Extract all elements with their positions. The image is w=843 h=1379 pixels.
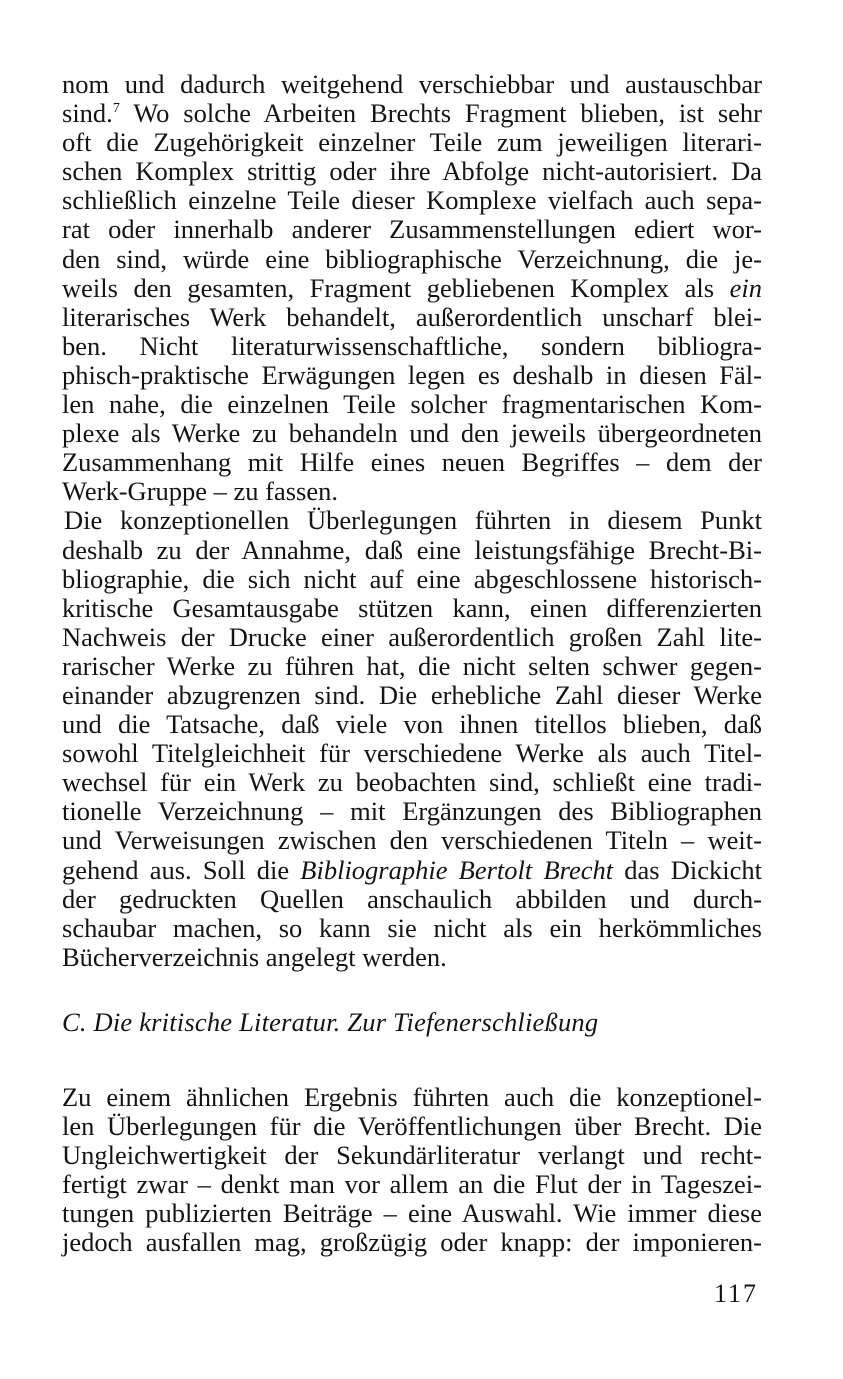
text-line: einander abzugrenzen sind. Die erhebliche Zahl dieser Werke bbox=[62, 679, 762, 710]
page-body bbox=[62, 70, 762, 1257]
text-line: Zu einem ähnlichen Ergebnis führten auch die konzeptionel- bbox=[62, 1081, 762, 1112]
text-fragment: gehend aus. Soll die bbox=[62, 854, 290, 885]
footnote-marker: 7 bbox=[112, 101, 120, 117]
paragraph bbox=[62, 70, 762, 506]
text-line: Zusammenhang mit Hilfe eines neuen Begriffes – dem der bbox=[62, 447, 762, 478]
text-line: jedoch ausfallen mag, großzügig oder knapp: der imponieren- bbox=[62, 1227, 762, 1258]
text-fragment: sind. bbox=[62, 98, 113, 129]
text-line: ben. Nicht literaturwissenschaftliche, sondern bibliogra- bbox=[62, 330, 762, 361]
section-heading: C. Die kritische Literatur. Zur Tiefenerschließung bbox=[62, 1006, 599, 1037]
text-line bbox=[62, 856, 762, 885]
text-line: len Überlegungen für die Veröffentlichungen über Brecht. Die bbox=[62, 1111, 762, 1141]
paragraph bbox=[62, 506, 762, 972]
text-fragment: Wo solche Arbeiten Brechts Fragment blieben, ist sehr bbox=[133, 98, 762, 129]
text-line: tungen publizierten Beiträge – eine Auswahl. Wie immer diese bbox=[62, 1198, 762, 1229]
text-line: und die Tatsache, daß viele von ihnen titellos blieben, daß bbox=[62, 709, 762, 740]
emphasis-text: ein bbox=[729, 272, 763, 303]
text-line: und Verweisungen zwischen den verschiedenen Titeln – weit- bbox=[62, 825, 762, 856]
paragraph bbox=[62, 1083, 762, 1258]
page-number: 117 bbox=[714, 1279, 759, 1308]
text-line: plexe als Werke zu behandeln und den jeweils übergeordneten bbox=[62, 418, 762, 449]
text-line bbox=[62, 274, 762, 303]
text-line: schaubar machen, so kann sie nicht als ein herkömmliches bbox=[62, 912, 762, 943]
text-line: nom und dadurch weitgehend verschiebbar und austauschbar bbox=[62, 69, 762, 99]
text-line: Die konzeptionellen Überlegungen führten in diesem Punkt bbox=[64, 505, 762, 536]
text-line: Bücherverzeichnis angelegt werden. bbox=[62, 941, 447, 972]
text-line: rarischer Werke zu führen hat, die nicht selten schwer gegen- bbox=[62, 650, 762, 681]
text-line: phisch-praktische Erwägungen legen es deshalb in diesen Fäl- bbox=[62, 359, 762, 390]
text-line: Werk-Gruppe – zu fassen. bbox=[62, 476, 339, 507]
text-fragment: das Dickicht bbox=[624, 854, 763, 885]
text-line bbox=[62, 99, 762, 128]
text-line: len nahe, die einzelnen Teile solcher fragmentarischen Kom- bbox=[62, 389, 762, 420]
text-line: den sind, würde eine bibliographische Verzeichnung, die je- bbox=[62, 243, 762, 274]
text-line: kritische Gesamtausgabe stützen kann, einen differenzierten bbox=[62, 592, 762, 623]
text-line: deshalb zu der Annahme, daß eine leistungsfähige Brecht-Bi- bbox=[62, 534, 762, 565]
text-line: sowohl Titelgleichheit für verschiedene Werke als auch Titel- bbox=[62, 738, 762, 769]
text-line: bliographie, die sich nicht auf eine abgeschlossene historisch- bbox=[62, 563, 762, 594]
text-line: wechsel für ein Werk zu beobachten sind, schließt eine tradi- bbox=[62, 767, 762, 798]
text-line: Nachweis der Drucke einer außerordentlich großen Zahl lite- bbox=[62, 621, 762, 652]
text-line: fertigt zwar – denkt man vor allem an die Flut der in Tageszei- bbox=[62, 1169, 762, 1200]
text-line: rat oder innerhalb anderer Zusammenstellungen ediert wor- bbox=[62, 214, 762, 245]
text-line: Ungleichwertigkeit der Sekundärliteratur verlangt und recht- bbox=[62, 1140, 762, 1171]
text-line: literarisches Werk behandelt, außerordentlich unscharf blei- bbox=[62, 301, 762, 332]
text-line: schließlich einzelne Teile dieser Komplexe vielfach auch sepa- bbox=[62, 185, 762, 216]
text-line: tionelle Verzeichnung – mit Ergänzungen des Bibliographen bbox=[62, 796, 762, 827]
book-title: Bibliographie Bertolt Brecht bbox=[300, 854, 614, 885]
text-line: der gedruckten Quellen anschaulich abbilden und durch- bbox=[62, 883, 762, 914]
text-fragment: weils den gesamten, Fragment gebliebenen Komplex als bbox=[62, 272, 715, 303]
text-line: oft die Zugehörigkeit einzelner Teile zum jeweiligen literari- bbox=[62, 127, 762, 158]
text-line: schen Komplex strittig oder ihre Abfolge nicht-autorisiert. Da bbox=[62, 156, 762, 187]
